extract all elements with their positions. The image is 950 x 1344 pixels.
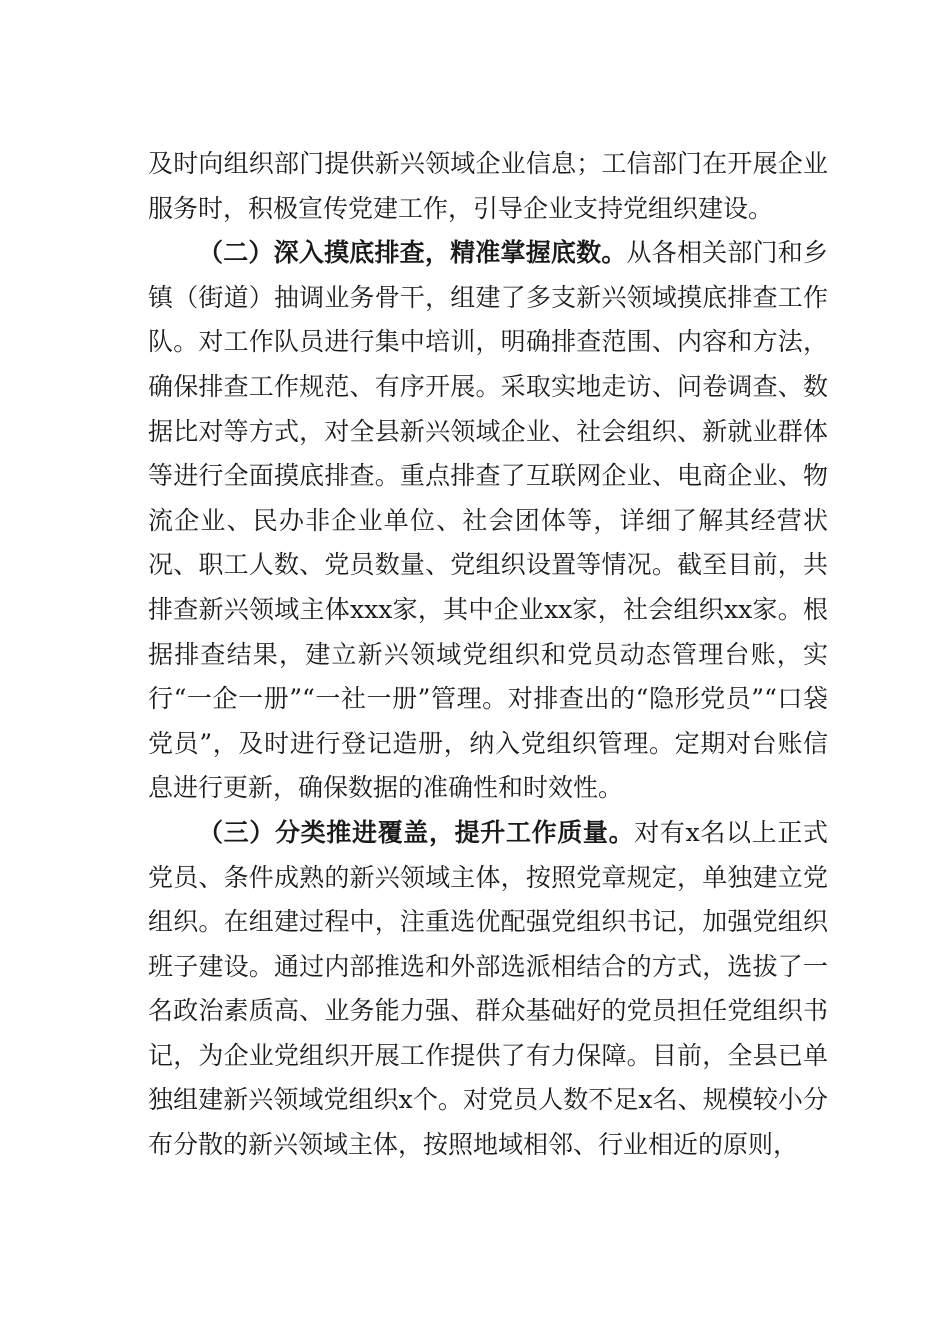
paragraph-section-3 [148,811,828,1168]
section-3-heading: （三）分类推进覆盖，提升工作质量。 [198,817,635,847]
document-body [148,142,828,1168]
section-2-text: 从各相关部门和乡镇（街道）抽调业务骨干，组建了多支新兴领域摸底排查工作队。对工作队员进行集中培训，明确排查范围、内容和方法，确保排查工作规范、有序开展。采取实地走访、问卷调查、数据比对等方式，对全县新兴领域企业、社会组织、新就业群体等进行全面摸底排查。重点排查了互联网企业、电商企业、物流企业、民办非企业单位、社会团体等，详细了解其经营状况、职工人数、党员数量、党组织设置等情况。截至目前，共排查新兴领域主体xxx家，其中企业xx家，社会组织xx家。根据排查结果，建立新兴领域党组织和党员动态管理台账，实行“一企一册”“一社一册”管理。对排查出的“隐形党员”“口袋党员”，及时进行登记造册，纳入党组织管理。定期对台账信息进行更新，确保数据的准确性和时效性。 [148,238,828,803]
paragraph-section-2 [148,231,828,811]
section-2-heading: （二）深入摸底排查，精准掌握底数。 [198,238,627,268]
section-3-text: 对有x名以上正式党员、条件成熟的新兴领域主体，按照党章规定，单独建立党组织。在组建过程中，注重选优配强党组织书记，加强党组织班子建设。通过内部推选和外部选派相结合的方式，选拔了一名政治素质高、业务能力强、群众基础好的党员担任党组织书记，为企业党组织开展工作提供了有力保障。目前，全县已单独组建新兴领域党组织x个。对党员人数不足x名、规模较小分布分散的新兴领域主体，按照地域相邻、行业相近的原则， [148,817,828,1160]
paragraph-continuation: 及时向组织部门提供新兴领域企业信息；工信部门在开展企业服务时，积极宣传党建工作，引导企业支持党组织建设。 [148,149,828,223]
